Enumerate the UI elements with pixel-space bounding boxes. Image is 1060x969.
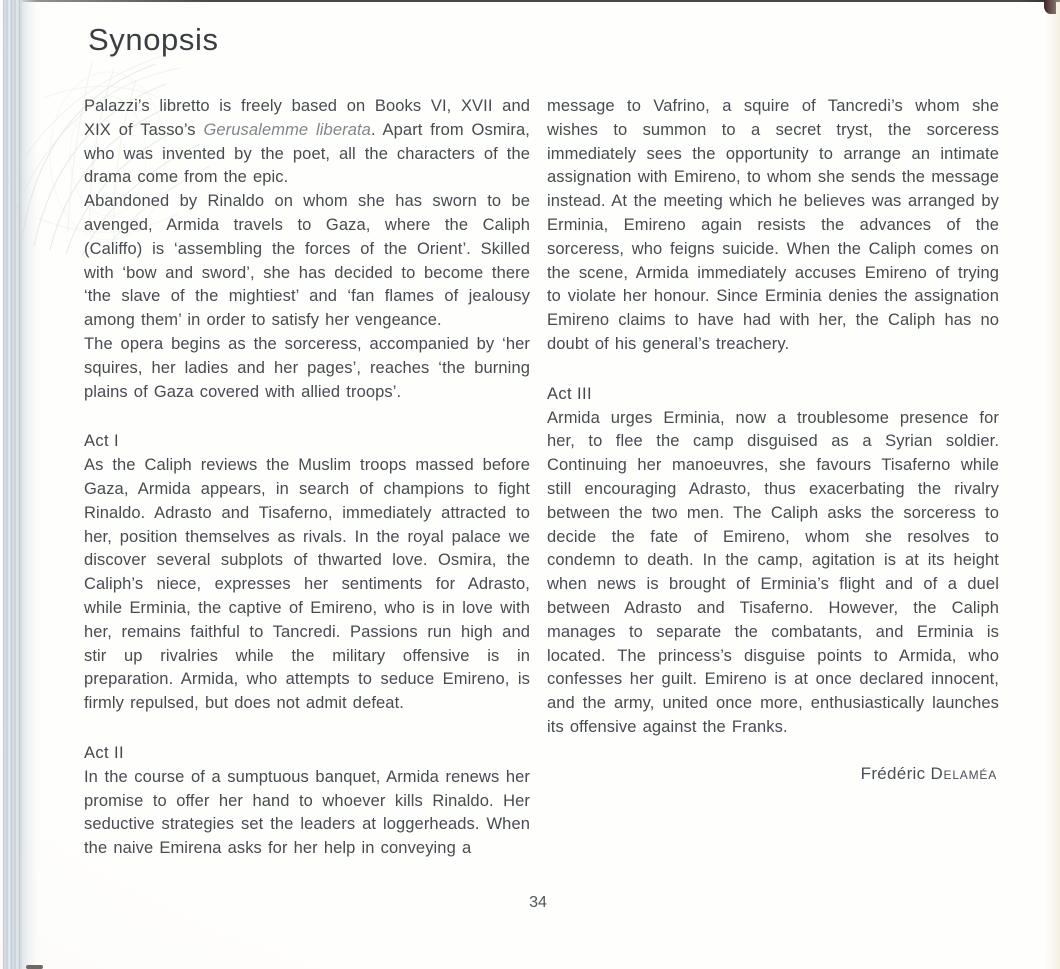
author-byline [547,764,997,784]
act1-heading: Act I [84,432,120,451]
scan-top-edge-line [22,0,1060,2]
act3-paragraph: Armida urges Erminia, now a troublesome presence for her, to flee the camp disguised as a Syrian soldier. Continuing her manoeuvres, she favours Tisaferno while still encouraging Adrasto, thus exacerbating the rivalry between the two men. The Caliph asks the sorceress to decide the fate of Emireno, whom she resolves to condemn to death. In the camp, agitation is at its height when news is brought of Erminia’s flight and of a duel between Adrasto and Tisaferno. However, the Caliph manages to separate the combatants, and Erminia is located. The princess’s disguise points to Armida, who confesses her guilt. Emireno is at once declared innocent, and the army, united once more, enthusiastically launches its offensive against the Franks. [547,408,999,736]
intro-text-after: . Apart from Osmira, who was invented by the poet, all the characters of the drama come from the epic. [84,120,530,187]
page-edge-band [3,0,22,969]
left-column [84,95,530,861]
author-first-name: Frédéric [860,763,931,783]
text-columns [84,95,999,861]
intro-paragraph [84,95,530,190]
right-column [547,95,999,861]
author-surname: Delaméa [930,763,997,783]
act1-paragraph: As the Caliph reviews the Muslim troops massed before Gaza, Armida appears, in search of champions to fight Rinaldo. Adrasto and Tisaferno, immediately attracted to her, position themselves as rivals. In the royal palace we discover several subplots of thwarted love. Osmira, the Caliph’s niece, expresses her sentiments for Adrasto, while Erminia, the captive of Emireno, who is in love with her, remains faithful to Tancredi. Passions run high and stir up rivalries while the military offensive is in preparation. Armida, who attempts to seduce Emireno, is firmly repulsed, but does not admit defeat. [84,456,530,713]
intro-text-before: Palazzi’s libretto is freely based on Books VI, XVII and XIX of Tasso’s [84,97,530,139]
act2-continuation-paragraph: message to Vafrino, a squire of Tancredi’s whom she wishes to summon to a secret tryst, the sorceress immediately sees the opportunity to arrange an intimate assignation with Emireno, to whom she sends the message instead. At the meeting which he believes was arranged by Erminia, Emireno again resists the advances of the sorceress, who feigns suicide. When the Caliph comes on the scene, Armida immediately accuses Emireno of trying to violate her honour. Since Erminia denies the assignation Emireno claims to have had with her, the Caliph has no doubt of his general’s treachery. [547,97,999,353]
act2-heading: Act II [84,743,124,762]
page-right-shading [1044,0,1060,969]
background-paragraph: Abandoned by Rinaldo on whom she has sworn to be avenged, Armida travels to Gaza, where the Caliph (Califfo) is ‘assembling the forces of the Orient’. Skilled with ‘bow and sword’, she has decided to become there ‘the slave of the mightiest’ and ‘fan flames of jealousy among them’ in order to satisfy her vengeance. [84,192,530,330]
page-title: Synopsis [88,22,219,57]
act2-paragraph: In the course of a sumptuous banquet, Armida renews her promise to offer her hand to whoever kills Rinaldo. Her seductive strategies set the leaders at loggerheads. When the naive Emirena asks for her help in conveying a [84,767,530,858]
page-number: 34 [529,894,547,911]
act3-heading: Act III [547,384,592,403]
opening-paragraph: The opera begins as the sorceress, accompanied by ‘her squires, her ladies and her pages’, reaches ‘the burning plains of Gaza covered with allied troops’. [84,334,530,401]
scan-bottom-mark [26,965,43,969]
book-title-italic: Gerusalemme liberata [203,120,371,139]
page-edge-band-fade [22,0,38,969]
